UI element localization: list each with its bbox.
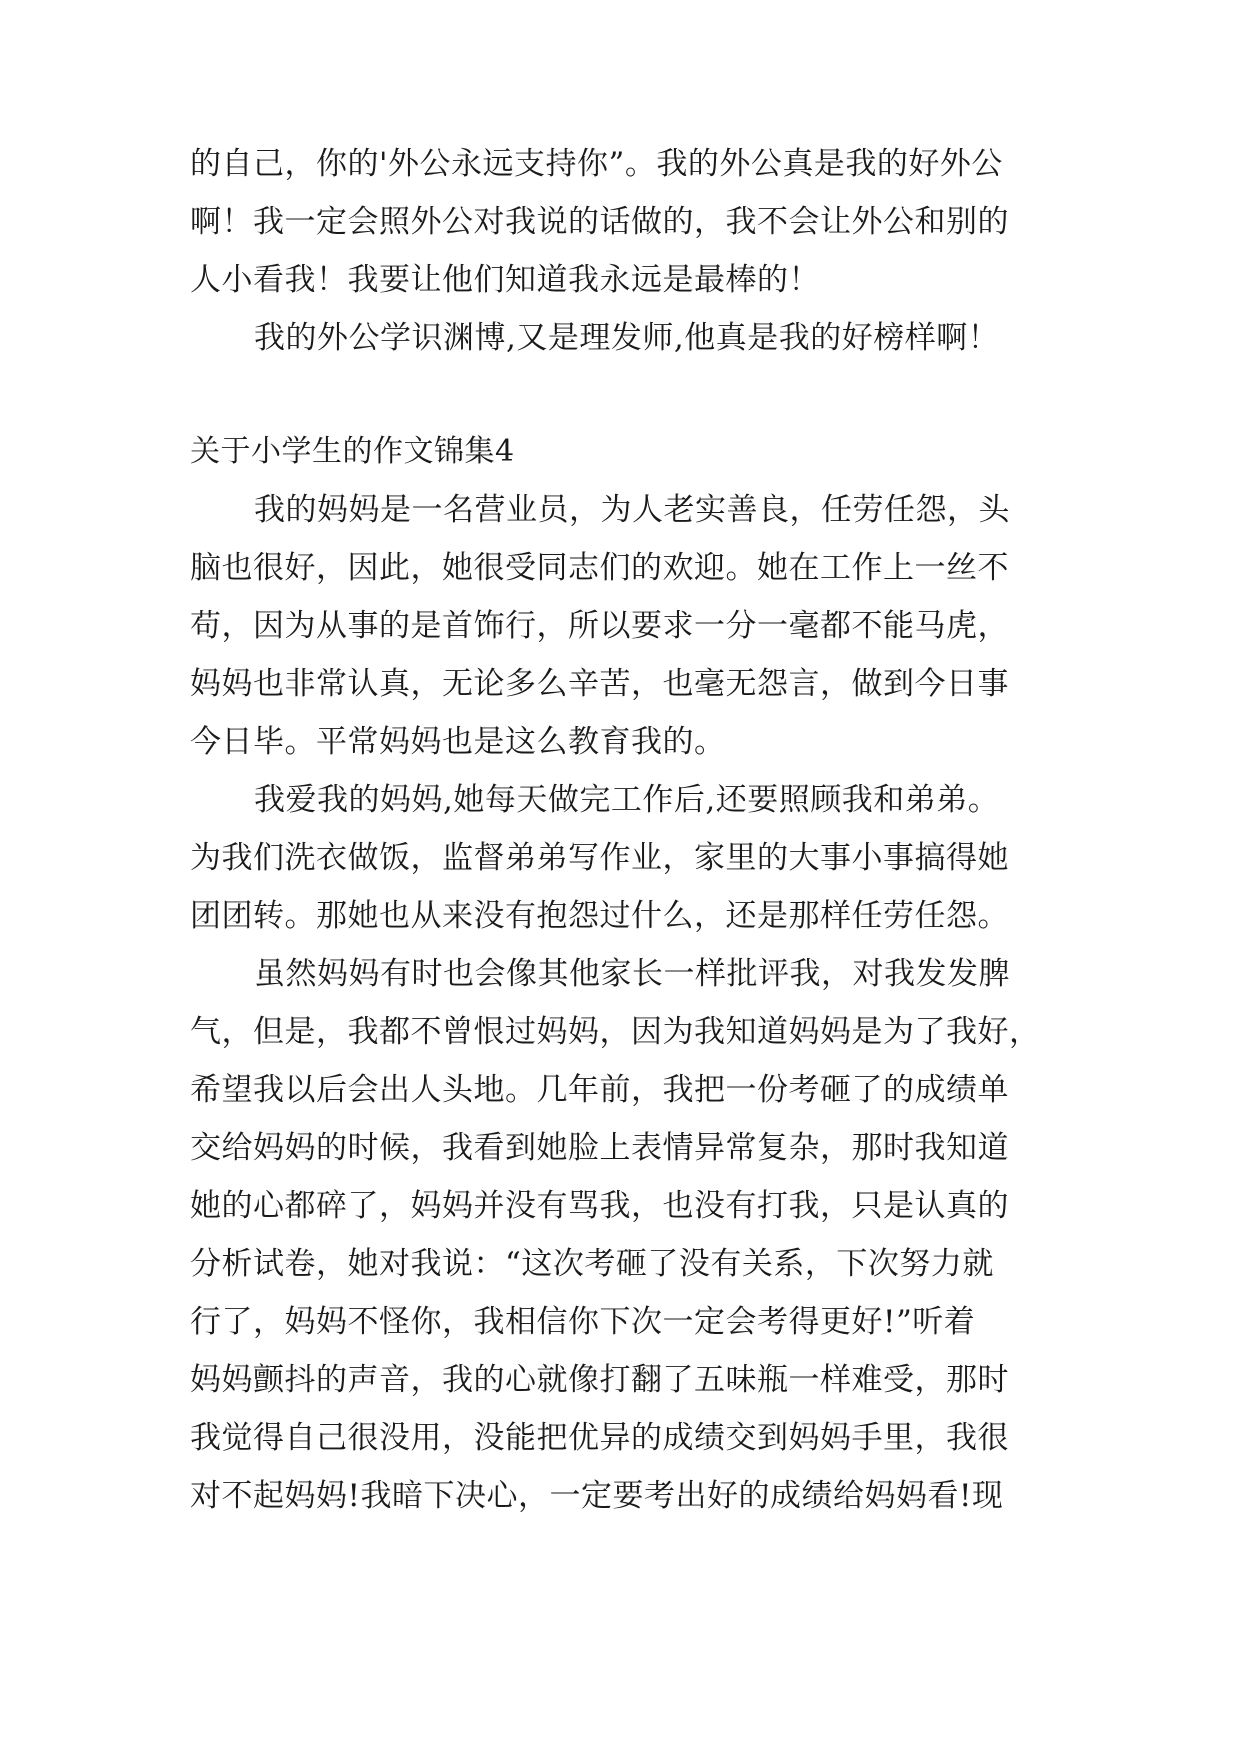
text-line: 的自己，你的'外公永远支持你”。我的外公真是我的好外公 — [190, 146, 1003, 182]
text-line: 希望我以后会出人头地。几年前，我把一份考砸了的成绩单 — [190, 1072, 1009, 1108]
text-line: 啊！我一定会照外公对我说的话做的，我不会让外公和别的 — [190, 204, 1009, 240]
text-line: 苟，因为从事的是首饰行，所以要求一分一毫都不能马虎， — [190, 608, 1009, 644]
text-line: 脑也很好，因此，她很受同志们的欢迎。她在工作上一丝不 — [190, 550, 1009, 586]
text-line: 虽然妈妈有时也会像其他家长一样批评我，对我发发脾 — [254, 956, 1010, 992]
text-line: 我爱我的妈妈,她每天做完工作后,还要照顾我和弟弟。 — [254, 782, 1000, 818]
text-line: 对不起妈妈!我暗下决心，一定要考出好的成绩给妈妈看!现 — [190, 1478, 1004, 1514]
text-line: 为我们洗衣做饭，监督弟弟写作业，家里的大事小事搞得她 — [190, 840, 1009, 876]
text-line: 妈妈颤抖的声音，我的心就像打翻了五味瓶一样难受，那时 — [190, 1362, 1009, 1398]
text-line: 气，但是，我都不曾恨过妈妈，因为我知道妈妈是为了我好， — [190, 1014, 1041, 1050]
text-line: 团团转。那她也从来没有抱怨过什么，还是那样任劳任怨。 — [190, 898, 1009, 934]
text-line: 她的心都碎了，妈妈并没有骂我，也没有打我，只是认真的 — [190, 1188, 1009, 1224]
text-line: 人小看我！我要让他们知道我永远是最棒的！ — [190, 262, 820, 298]
text-line: 我的妈妈是一名营业员，为人老实善良，任劳任怨，头 — [254, 492, 1010, 528]
text-line: 分析试卷，她对我说：“这次考砸了没有关系，下次努力就 — [190, 1246, 994, 1282]
text-line: 我的外公学识渊博,又是理发师,他真是我的好榜样啊！ — [254, 320, 1000, 356]
text-line: 我觉得自己很没用，没能把优异的成绩交到妈妈手里，我很 — [190, 1420, 1009, 1456]
text-line: 妈妈也非常认真，无论多么辛苦，也毫无怨言，做到今日事 — [190, 666, 1009, 702]
section-heading: 关于小学生的作文锦集4 — [190, 434, 515, 469]
text-line: 行了，妈妈不怪你，我相信你下次一定会考得更好!”听着 — [190, 1304, 976, 1340]
text-line: 交给妈妈的时候，我看到她脸上表情异常复杂，那时我知道 — [190, 1130, 1009, 1166]
text-line: 今日毕。平常妈妈也是这么教育我的。 — [190, 724, 726, 760]
